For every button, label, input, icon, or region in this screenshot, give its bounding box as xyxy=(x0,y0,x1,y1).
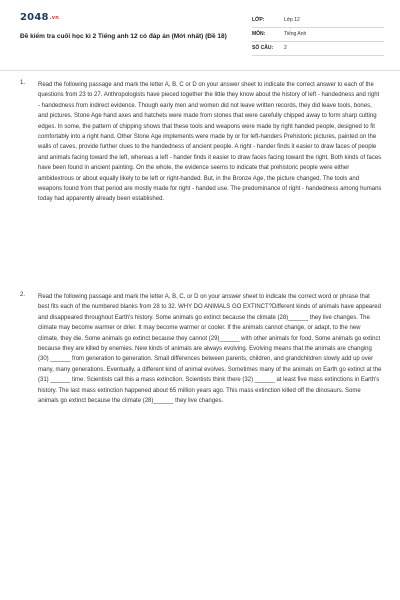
meta-value: Tiếng Anh xyxy=(284,31,307,37)
site-logo[interactable] xyxy=(20,12,59,23)
meta-label: SỐ CÂU: xyxy=(252,45,274,51)
question-number: 2. xyxy=(20,292,26,298)
logo-suffix: .vn xyxy=(49,15,59,21)
meta-row-class xyxy=(252,14,384,28)
meta-value: 2 xyxy=(284,45,287,51)
question-text: Read the following passage and mark the letter A, B, C, or D on your answer sheet to indicate the correct word or phrase that best fits each of the numbered blanks from 28 to 32. WHY DO ANIMALS GO EXTINCT?Different kinds of animals have appeared and disappeared throughout Earth's history. Some animals go extinct because the climate (28)______ they live changes. The climate may become warmer or drier. It may become warmer or cooler. If the animals cannot change, or adapt, to the new climate, they die. Some animals go extinct because they cannot (29)______ with other animals for food. Some animals go extinct because they are killed by enemies. New kinds of animals are always evolving. Evolving means that the animals are changing (30) ______ from generation to generation. Small differences between parents, children, and grandchildren slowly add up over many, many generations. Eventually, a different kind of animal evolves. Sometimes many of the animals on Earth go extinct at the (31) ______ time. Scientists call this a mass extinction. Scientists think there (32) ______ at least five mass extinctions in Earth's history. The last mass extinction happened about 65 million years ago. This mass extinction killed off the dinosaurs. Some animals go extinct because the climate (28)______ they live changes. xyxy=(38,294,382,405)
document-title: Đề kiểm tra cuối học kì 2 Tiếng anh 12 có đáp án (Mới nhất) (Đề 18) xyxy=(20,33,227,40)
meta-label: LỚP: xyxy=(252,17,265,23)
meta-row-question-count xyxy=(252,42,384,56)
meta-row-subject xyxy=(252,28,384,42)
meta-label: MÔN: xyxy=(252,31,266,37)
header-divider xyxy=(0,70,400,71)
meta-panel xyxy=(252,14,384,56)
page-header xyxy=(0,0,400,62)
question-text: Read the following passage and mark the letter A, B, C or D on your answer sheet to indicate the correct answer to each of the questions from 23 to 27. Anthropologists have pieced together the little they know about the history of left - handedness and right - handedness from indirect evidence. Though early men and women did not leave written records, they did leave tools, bones, and pictures. Stone Age hand axes and hatchets were made from stones that were carefully chipped away to form sharp cutting edges. In some, the pattern of chipping shows that these tools and weapons were made by right handed people, designed to fit comfortably into a right hand. Other Stone Age implements were made by or for left-handers Prehistoric pictures, painted on the walls of caves, provide further clues to the handedness of ancient people. A right - hander finds it easier to draw faces of people and animals facing toward the left, whereas a left - hander finds it easier to draw faces facing toward the right. Both kinds of faces have been found in ancient painting. On the whole, the evidence seems to indicate that prehistoric people were either ambidextrous or about equally likely to be left or right-handed. But, in the Bronze Age, the picture changed. The tools and weapons found from that period are mostly made for right - handed use. The predominance of right - handedness among humans today had apparently already been established. xyxy=(38,82,382,203)
logo-text: 2048 xyxy=(20,12,49,23)
question-number: 1. xyxy=(20,80,26,86)
meta-value: Lớp 12 xyxy=(284,17,300,23)
